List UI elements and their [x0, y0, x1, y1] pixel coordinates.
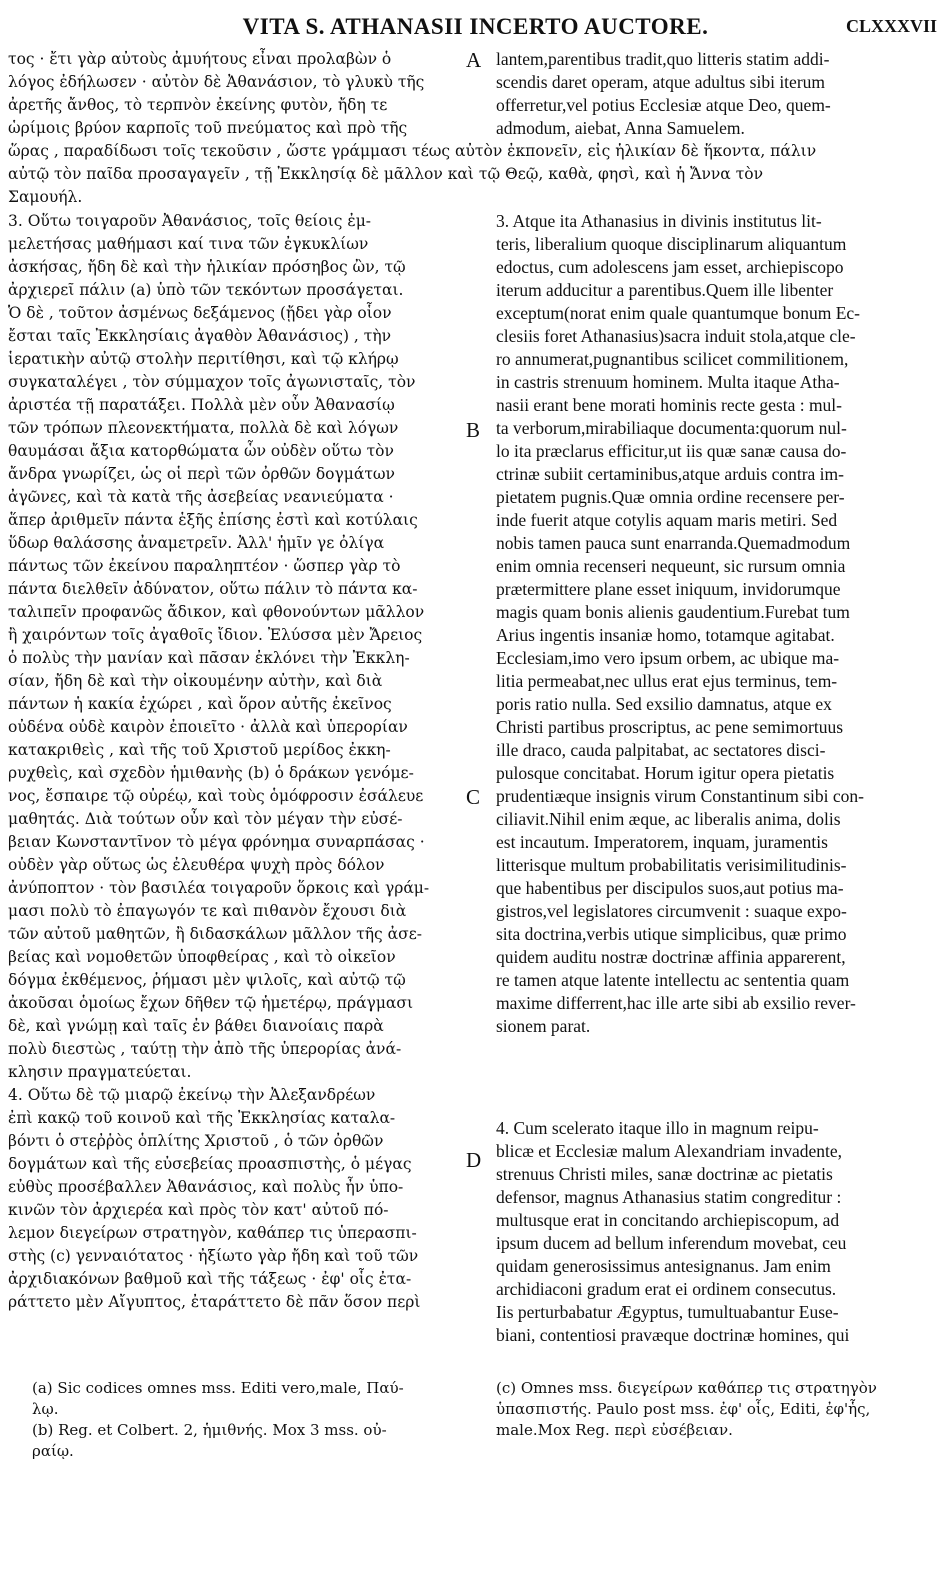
greek-text-line: ἄνδρα γνωρίζει, ὡς οἱ περὶ τῶν ὀρθῶν δογμάτων: [8, 465, 395, 483]
greek-text-line: ταλιπεῖν προφανῶς ἄδικον, καὶ φθονούντων μᾶλλον: [8, 603, 425, 621]
greek-text-line: ὁ πολὺς τὴν μανίαν καὶ πᾶσαν ἐκλόνει τὴν Ἐκκλη-: [8, 649, 410, 667]
greek-text-line: ὥρας , παραδίδωσι τοῖς τεκοῦσιν , ὥστε γράμμασι τέως αὐτὸν ἐκπονεῖν, εἰς ἡλικίαν δὲ ἥκοντα, πάλιν: [8, 142, 817, 160]
greek-text-line: ἅπερ ἀριθμεῖν πάντα ἑξῆς ἐπίσης ἐστὶ καὶ κοτύλαις: [8, 511, 418, 529]
latin-text-line: archidiaconi gradum erat ei ordinem consecutus.: [496, 1279, 837, 1299]
latin-text-line: prudentiæque insignis virum Constantinum sibi con-: [496, 786, 864, 806]
greek-text-line: ἀγῶνες, καὶ τὰ κατὰ τῆς ἀσεβείας νεανιεύματα ·: [8, 488, 394, 506]
latin-text-line: pietatem pugnis.Quæ omnia ordine recensere per-: [496, 487, 845, 507]
latin-text-line: prætermittere plane esset iniquum, invidorumque: [496, 579, 841, 599]
greek-text-line: σίαν, ἤδη δὲ καὶ τὴν οἰκουμένην αὐτὴν, καὶ διὰ: [8, 672, 383, 690]
greek-text-line: μασι πολὺ τὸ ἐπαγωγόν τε καὶ πιθανὸν ἔχουσι διὰ: [8, 902, 407, 920]
greek-text-line: αὐτῷ τὸν παῖδα προσαγαγεῖν , τῇ Ἐκκλησίᾳ δὲ μᾶλλον καὶ τῷ Θεῷ, καθὰ, φησὶ, καὶ ἡ Ἄννα τὸν: [8, 165, 764, 183]
greek-text-line: κινῶν τὸν ἀρχιερέα καὶ πρὸς τὸν κατ' αὐτοῦ πό-: [8, 1201, 389, 1219]
latin-text-line: ctrinæ subiit certaminibus,atque arduis contra im-: [496, 464, 844, 484]
greek-text-line: ἱερατικὴν αὐτῷ στολὴν περιτίθησι, καὶ τῷ κλήρῳ: [8, 350, 399, 368]
footnote-line: (b) Reg. et Colbert. 2, ἡμιθνής. Mox 3 mss. οὐ-: [32, 1421, 387, 1439]
greek-text-line: βείας καὶ νομοθετῶν ὑποφθείρας , καὶ τὸ οἰκεῖον: [8, 948, 396, 966]
latin-text-line: maxime differrent,hac ille arte sibi ab exsilio rever-: [496, 993, 856, 1013]
latin-text-line: ipsum ducem ad bellum inferendum movebat, ceu: [496, 1233, 847, 1253]
footnotes-left: [32, 1378, 472, 1462]
footnote-line: ὑπασπιστής. Paulo post mss. ἐφ' οἷς, Editi, ἐφ'ἧς,: [496, 1400, 871, 1418]
latin-text-line: 3. Atque ita Athanasius in divinis institutus lit-: [496, 211, 822, 231]
greek-text-line: ὕδωρ θαλάσσης ἀναμετρεῖν. Ἀλλ' ἡμῖν γε ὀλίγα: [8, 534, 385, 552]
latin-text-line: est incautum. Imperatorem, inquam, juramentis: [496, 832, 828, 852]
latin-text-line: ta verborum,mirabiliaque documenta:quorum nul-: [496, 418, 847, 438]
greek-text-line: ἀρετῆς ἄνθος, τὸ τερπνὸν ἐκείνης φυτὸν, ἤδη τε: [8, 96, 388, 114]
greek-text-line: Ὁ δὲ , τοῦτον ἀσμένως δεξάμενος (ᾔδει γὰρ οἷον: [8, 304, 392, 322]
footnote-line: λῳ.: [32, 1400, 59, 1418]
greek-text-line: πάντων ἡ κακία ἐχώρει , καὶ ὅρον αὐτῆς ἐκεῖνος: [8, 695, 392, 713]
latin-text-line: Christi partibus proscriptus, ac pene semimortuus: [496, 717, 844, 737]
footnote-line: (c) Omnes mss. διεγείρων καθάπερ τις στρατηγὸν: [496, 1379, 877, 1397]
greek-text-line: στὴς (c) γενναιότατος · ἠξίωτο γὰρ ἤδη καὶ τοῦ τῶν: [8, 1247, 419, 1265]
latin-text-line: ille draco, cauda palpitabat, ac sectatores disci-: [496, 740, 826, 760]
greek-text-line: ἀνύποπτον · τὸν βασιλέα τοιγαροῦν ὅρκοις καὶ γράμ-: [8, 879, 430, 897]
greek-text-line: ἐπὶ κακῷ τοῦ κοινοῦ καὶ τῆς Ἐκκλησίας καταλα-: [8, 1109, 396, 1127]
greek-text-line: οὐδένα οὐδὲ καιρὸν ἐποιεῖτο · ἀλλὰ καὶ ὑπερορίαν: [8, 718, 408, 736]
margin-marker-b: B: [466, 418, 481, 442]
greek-text-line: τῶν αὐτοῦ μαθητῶν, ἢ διδασκάλων μᾶλλον τῆς ἀσε-: [8, 925, 422, 943]
greek-full-width-lines: [8, 140, 938, 209]
latin-text-line: quidam generosissimus antesignanus. Jam enim: [496, 1256, 831, 1276]
latin-text-line: blicæ et Ecclesiæ malum Alexandriam invadente,: [496, 1141, 843, 1161]
greek-text-line: τῶν τρόπων πλεονεκτήματα, πολλὰ δὲ καὶ λόγων: [8, 419, 399, 437]
latin-text-line: in castris strenuum hominem. Multa itaque Atha-: [496, 372, 840, 392]
latin-text-line: clesiis foret Athanasius)sacra induit stola,atque cle-: [496, 326, 856, 346]
greek-text-line: ἀκοῦσαι ὁμοίως ἔχων δῆθεν τῷ ἡμετέρῳ, πράγμασι: [8, 994, 414, 1012]
greek-text-line: κλησιν πραγματεύεται.: [8, 1063, 192, 1081]
running-title: VITA S. ATHANASII INCERTO AUCTORE.: [242, 14, 709, 39]
greek-text-line: δόγμα ἐκθέμενος, ῥήμασι μὲν ψιλοῖς, καὶ αὐτῷ τῷ: [8, 971, 406, 989]
latin-text-line: Iis perturbabatur Ægyptus, tumultuabantur Euse-: [496, 1302, 839, 1322]
latin-text-line: nasii erant bene morati hominis recte gesta : mul-: [496, 395, 843, 415]
latin-text-line: strenuus Christi miles, sanæ doctrinæ ac pietatis: [496, 1164, 833, 1184]
page-header: [0, 14, 951, 48]
greek-text-line: μελετήσας μαθήμασι καί τινα τῶν ἐγκυκλίων: [8, 235, 369, 253]
latin-text-line: litia permeabat,nec ullus erat ejus terminus, tem-: [496, 671, 838, 691]
latin-text-line: magis quam bonis alienis gaudentium.Furebat tum: [496, 602, 850, 622]
greek-text-line: οὐδὲν γὰρ οὕτως ὡς ἐλευθέρα ψυχὴ πρὸς δόλον: [8, 856, 385, 874]
latin-text-line: defensor, magnus Athanasius statim congreditur :: [496, 1187, 842, 1207]
latin-text-line: scendis daret operam, atque adultus sibi iterum: [496, 72, 826, 92]
greek-text-line: δὲ, καὶ γνώμῃ καὶ ταῖς ἐν βάθει διανοίαις παρὰ: [8, 1017, 384, 1035]
footnote-line: ραίῳ.: [32, 1442, 74, 1460]
greek-text-line: βόντι ὁ στεῤῥὸς ὁπλίτης Χριστοῦ , ὁ τῶν ὀρθῶν: [8, 1132, 384, 1150]
latin-column-top: [496, 48, 944, 140]
margin-marker-d: D: [466, 1148, 482, 1172]
greek-text-line: ἀρχιδιακόνων βαθμοῦ καὶ τῆς τάξεως · ἐφ' οἷς ἐτα-: [8, 1270, 412, 1288]
latin-text-line: nobis tamen pauca sunt enarranda.Quemadmodum: [496, 533, 851, 553]
latin-text-line: iterum adducitur a parentibus.Quem ille libenter: [496, 280, 834, 300]
greek-text-line: ἔσται ταῖς Ἐκκλησίαις ἀγαθὸν Ἀθανάσιος) , τὴν: [8, 327, 392, 345]
latin-text-line: litterisque multum probabilitatis verisimilitudinis-: [496, 855, 847, 875]
latin-text-line: ro annumerat,pugnantibus scilicet commilitionem,: [496, 349, 849, 369]
greek-text-line: εὐθὺς προσέβαλλεν Ἀθανάσιος, καὶ πολὺς ἦν ὑπο-: [8, 1178, 404, 1196]
greek-text-line: ὡρίμοις βρύον καρποῖς τοῦ πνεύματος καὶ πρὸ τῆς: [8, 119, 408, 137]
greek-text-line: μαθητάς. Διὰ τούτων οὖν καὶ τὸν μέγαν τὴν εὐσέ-: [8, 810, 403, 828]
latin-text-line: ciliavit.Nihil enim æque, ac liberalis anima, dolis: [496, 809, 841, 829]
greek-text-line: τος · ἔτι γὰρ αὐτοὺς ἀμυήτους εἶναι προλαβὼν ὁ: [8, 50, 392, 68]
latin-text-line: Arius ingentis insaniæ homo, totamque agitabat.: [496, 625, 835, 645]
latin-text-line: lantem,parentibus tradit,quo litteris statim addi-: [496, 49, 830, 69]
latin-text-line: inde fuerit atque cotylis aquam maris metiri. Sed: [496, 510, 838, 530]
footnote-line: (a) Sic codices omnes mss. Editi vero,male, Παύ-: [32, 1379, 404, 1397]
latin-text-line: quidem auditu nostræ doctrinæ affinia apparerent,: [496, 947, 846, 967]
greek-text-line: ἢ χαιρόντων τοῖς ἀγαθοῖς ἴδιον. Ἐλύσσα μὲν Ἄρειος: [8, 626, 423, 644]
margin-marker-a: A: [466, 48, 482, 72]
latin-text-line: multusque erat in concitando archiepiscopum, ad: [496, 1210, 840, 1230]
latin-text-line: lo ita præclarus efficitur,ut iis quæ sanæ causa do-: [496, 441, 847, 461]
footnotes-right: [496, 1378, 944, 1441]
latin-text-line: 4. Cum scelerato itaque illo in magnum reipu-: [496, 1118, 819, 1138]
greek-text-line: θαυμάσαι ἄξια κατορθώματα ὧν οὐδὲν οὕτω τὸν: [8, 442, 394, 460]
latin-text-line: re tamen atque latente intellectu ac sententia quam: [496, 970, 850, 990]
greek-text-line: ἀρχιερεῖ πάλιν (a) ὑπὸ τῶν τεκόντων προσάγεται.: [8, 281, 404, 299]
greek-text-line: Σαμουήλ.: [8, 188, 83, 206]
greek-column-main: [8, 210, 458, 1314]
latin-text-line: teris, liberalium quoque disciplinarum aliquantum: [496, 234, 847, 254]
greek-text-line: λόγος ἐδήλωσεν · αὐτὸν δὲ Ἀθανάσιον, τὸ γλυκὺ τῆς: [8, 73, 425, 91]
greek-text-line: λεμον διεγείρων στρατηγὸν, καθάπερ τις ὑπερασπι-: [8, 1224, 417, 1242]
latin-text-line: biani, contentiosi pravæque doctrinæ homines, qui: [496, 1325, 850, 1345]
latin-text-line: Ecclesiam,imo vero ipsum orbem, ac ubique ma-: [496, 648, 840, 668]
latin-text-line: exceptum(norat enim quale quantumque bonum Ec-: [496, 303, 860, 323]
greek-text-line: 3. Οὕτω τοιγαροῦν Ἀθανάσιος, τοῖς θείοις ἐμ-: [8, 212, 372, 230]
page-number: CLXXXVII: [845, 16, 937, 36]
greek-column-top: [8, 48, 458, 140]
latin-text-line: admodum, aiebat, Anna Samuelem.: [496, 118, 745, 138]
latin-text-line: enim omnia recenseri nequeunt, sic rursum omnia: [496, 556, 846, 576]
latin-text-line: que habentibus per discipulos suos,aut potius ma-: [496, 878, 844, 898]
latin-text-line: pulosque concitabat. Horum igitur opera pietatis: [496, 763, 835, 783]
latin-text-line: sionem parat.: [496, 1016, 591, 1036]
footnote-line: male.Mox Reg. περὶ εὐσέβειαν.: [496, 1421, 733, 1439]
greek-text-line: ἀσκήσας, ἤδη δὲ καὶ τὴν ἡλικίαν πρόσηβος ὢν, τῷ: [8, 258, 406, 276]
greek-text-line: δογμάτων καὶ τῆς εὐσεβείας προασπιστὴς, ὁ μέγας: [8, 1155, 412, 1173]
greek-text-line: ἀριστέα τῇ παρατάξει. Πολλὰ μὲν οὖν Ἀθανασίῳ: [8, 396, 395, 414]
latin-text-line: gistros,vel legislatores circumvenit : suaque expo-: [496, 901, 847, 921]
greek-text-line: νος, ἔσπαιρε τῷ οὐρέῳ, καὶ τοὺς ὁμόφροσιν ἐσάλευε: [8, 787, 424, 805]
greek-text-line: πολὺ διεστὼς , ταύτῃ τὴν ἀπὸ τῆς ὑπερορίας ἀνά-: [8, 1040, 402, 1058]
latin-text-line: edoctus, cum adolescens jam esset, archiepiscopo: [496, 257, 844, 277]
latin-text-line: offerretur,vel potius Ecclesiæ atque Deo, quem-: [496, 95, 831, 115]
greek-text-line: ράττετο μὲν Αἴγυπτος, ἐταράττετο δὲ πᾶν ὅσον περὶ: [8, 1293, 421, 1311]
latin-text-line: sita doctrina,verbis utique simplicibus, quæ primo: [496, 924, 847, 944]
latin-text-line: poris ratio nulla. Sed exsilio damnatus, atque ex: [496, 694, 832, 714]
greek-text-line: πάντα διελθεῖν ἀδύνατον, οὕτω πάλιν τὸ πάντα κα-: [8, 580, 418, 598]
latin-section-3: [496, 210, 944, 1038]
greek-text-line: κατακριθεὶς , καὶ τῆς τοῦ Χριστοῦ μερίδος ἐκκη-: [8, 741, 391, 759]
greek-text-line: πάντως τῶν ἐκείνου παραληπτέον · ὥσπερ γὰρ τὸ: [8, 557, 401, 575]
margin-marker-c: C: [466, 785, 481, 809]
greek-text-line: ρυχθεὶς, καὶ σχεδὸν ἡμιθανὴς (b) ὁ δράκων γενόμε-: [8, 764, 414, 782]
greek-text-line: συγκαταλέγει , τὸν σύμμαχον τοῖς ἀγωνισταῖς, τὸν: [8, 373, 416, 391]
greek-text-line: βειαν Κωνσταντῖνον τὸ μέγα φρόνημα συναρπάσας ·: [8, 833, 425, 851]
latin-section-4: [496, 1117, 944, 1347]
greek-text-line: 4. Οὕτω δὲ τῷ μιαρῷ ἐκείνῳ τὴν Ἀλεξανδρέων: [8, 1086, 376, 1104]
